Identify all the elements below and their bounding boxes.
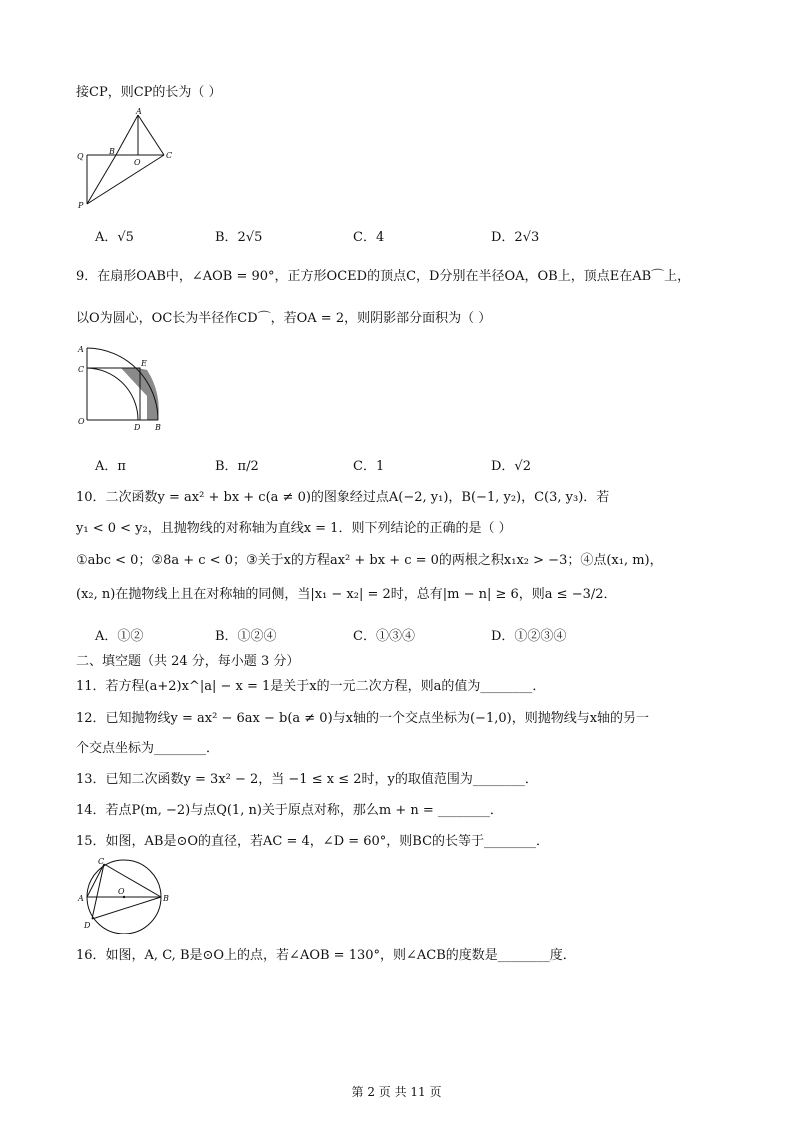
- q16: 16．如图，A, C, B是⊙O上的点，若∠AOB = 130°，则∠ACB的度数是________度．: [76, 948, 576, 963]
- q8-option-a[interactable]: A．√5: [95, 230, 134, 245]
- q10-options: [95, 625, 695, 643]
- q9-line-2: 以O为圆心，OC长为半径作CD⌒，若OA = 2，则阴影部分面积为（ ）: [76, 311, 492, 326]
- q9-label-o: O: [78, 417, 85, 426]
- section-fill-in-heading: 二、填空题（共 24 分，每小题 3 分）: [76, 654, 300, 669]
- q8-label-p: P: [78, 201, 84, 210]
- q9-option-c[interactable]: C．1: [353, 459, 385, 474]
- q9-options: [95, 455, 695, 473]
- q15-label-o: O: [118, 887, 125, 896]
- q8-label-c: C: [166, 151, 173, 160]
- q8-label-b: B: [109, 147, 115, 156]
- q8-label-q: Q: [77, 152, 84, 161]
- q8-stem-tail: 接CP，则CP的长为（ ）: [76, 85, 222, 100]
- q8-label-a: A: [136, 108, 142, 116]
- q15-label-a: A: [78, 894, 84, 903]
- page-footer: 第 2 页 共 11 页: [351, 1085, 442, 1099]
- q10-line-1: 10．二次函数y = ax² + bx + c(a ≠ 0)的图象经过点A(−2, y₁)，B(−1, y₂)，C(3, y₃)．若: [76, 490, 610, 505]
- q9-option-d[interactable]: D．√2: [491, 459, 531, 474]
- q8-label-o: O: [134, 158, 141, 167]
- q10-line-3: ①abc < 0；②8a + c < 0；③关于x的方程ax² + bx + c = 0的两根之积x₁x₂ > −3；④点(x₁, m)，: [76, 553, 663, 568]
- q14: 14．若点P(m, −2)与点Q(1, n)关于原点对称，那么m + n = ________．: [76, 803, 503, 818]
- q10-option-a[interactable]: A．①②: [95, 629, 144, 644]
- q9-option-a[interactable]: A．π: [95, 459, 126, 474]
- q9-line-1: 9．在扇形OAB中，∠AOB = 90°，正方形OCED的顶点C，D分别在半径OA，OB上，顶点E在AB⌒上，: [76, 269, 691, 284]
- q15-text: 15．如图，AB是⊙O的直径，若AC = 4，∠D = 60°，则BC的长等于________．: [76, 834, 550, 849]
- q11: 11．若方程(a+2)x^|a| − x = 1是关于x的一元二次方程，则a的值为________．: [76, 679, 546, 694]
- q9-option-b[interactable]: B．π/2: [215, 459, 259, 474]
- q9-label-a: A: [78, 345, 84, 354]
- q10-option-c[interactable]: C．①③④: [353, 629, 415, 644]
- q15-figure: [74, 856, 174, 934]
- q10-option-d[interactable]: D．①②③④: [491, 629, 567, 644]
- q15-label-b: B: [163, 894, 169, 903]
- q8-option-d[interactable]: D．2√3: [491, 230, 540, 245]
- q8-figure: [76, 108, 186, 210]
- q10-option-b[interactable]: B．①②④: [215, 629, 277, 644]
- q10-line-2: y₁ < 0 < y₂，且抛物线的对称轴为直线x = 1．则下列结论的正确的是（ ）: [76, 521, 512, 536]
- q10-line-4: (x₂, n)在抛物线上且在对称轴的同侧，当|x₁ − x₂| = 2时，总有|m − n| ≥ 6，则a ≤ −3/2．: [76, 587, 617, 602]
- q12-line-2: 个交点坐标为________．: [76, 741, 220, 756]
- q15-label-c: C: [98, 857, 105, 866]
- q9-label-b: B: [155, 423, 161, 432]
- q9-figure: [76, 342, 176, 434]
- q8-options: [95, 226, 695, 244]
- q9-label-c: C: [78, 365, 85, 374]
- q15-label-d: D: [84, 921, 91, 930]
- q8-option-c[interactable]: C．4: [353, 230, 385, 245]
- q13: 13．已知二次函数y = 3x² − 2，当 −1 ≤ x ≤ 2时，y的取值范围为________．: [76, 772, 538, 787]
- q8-option-b[interactable]: B．2√5: [215, 230, 263, 245]
- q12-line-1: 12．已知抛物线y = ax² − 6ax − b(a ≠ 0)与x轴的一个交点坐标为(−1,0)，则抛物线与x轴的另一: [76, 711, 650, 726]
- q9-label-e: E: [141, 359, 147, 368]
- q9-label-d: D: [134, 423, 141, 432]
